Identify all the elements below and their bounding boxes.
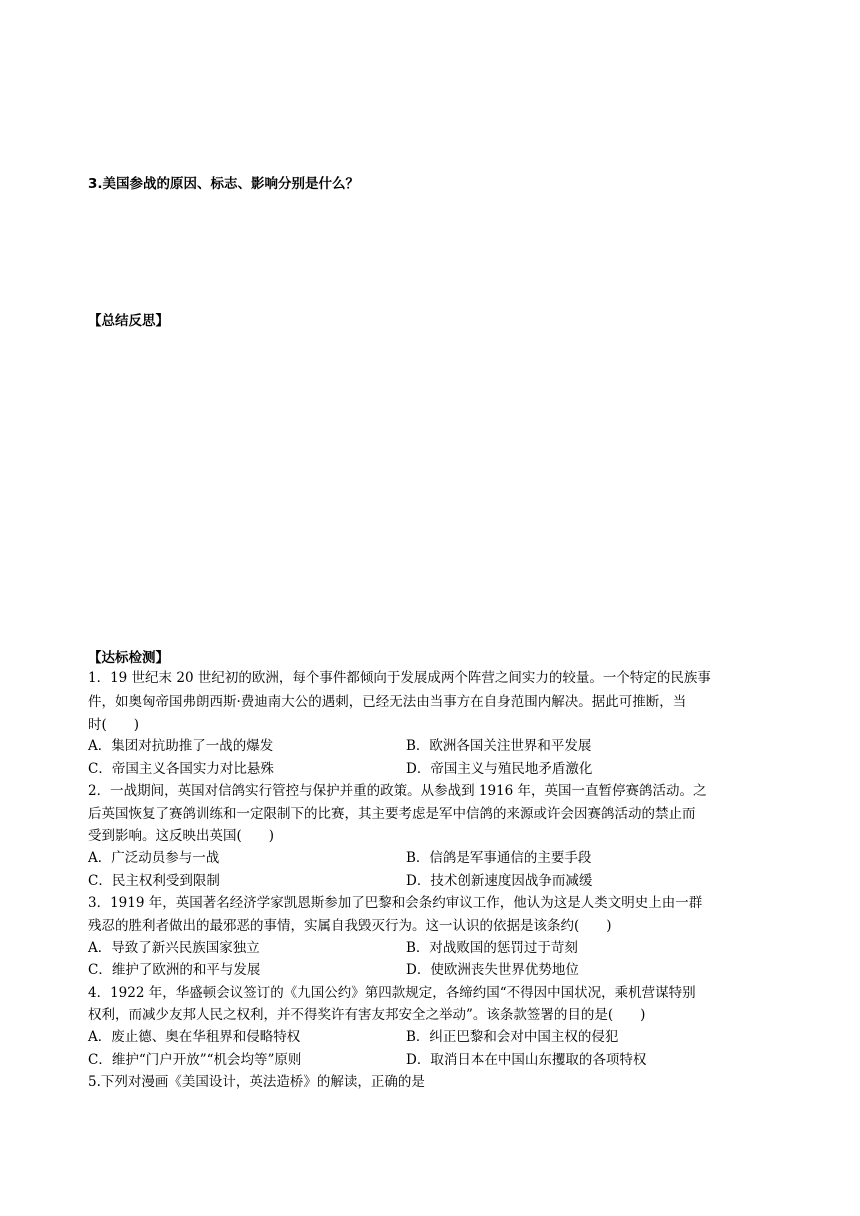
option-c: C．维护“门户开放”“机会均等”原则 [88, 1052, 302, 1068]
question-text-line: 权利，而减少友邦人民之权利，并不得奖许有害友邦安全之举动”。该条款签署的目的是( ) [88, 1007, 646, 1023]
option-a: A．废止德、奥在华租界和侵略特权 [88, 1029, 301, 1045]
test-heading: 【达标检测】 [88, 650, 169, 666]
option-a: A．广泛动员参与一战 [88, 850, 220, 866]
option-b: B．信鸽是军事通信的主要手段 [406, 850, 592, 866]
option-b: B．纠正巴黎和会对中国主权的侵犯 [406, 1029, 619, 1045]
question-text-line: 3．1919 年，英国著名经济学家凯恩斯参加了巴黎和会条约审议工作，他认为这是人类文明史上由一群 [88, 895, 703, 911]
question-text-line: 残忍的胜利者做出的最邪恶的事情，实属自我毁灭行为。这一认识的依据是该条约( ) [88, 918, 612, 934]
option-a: A．集团对抗助推了一战的爆发 [88, 738, 274, 754]
option-a: A．导致了新兴民族国家独立 [88, 940, 260, 956]
option-c: C．帝国主义各国实力对比悬殊 [88, 761, 274, 777]
option-d: D．取消日本在中国山东攫取的各项特权 [406, 1052, 647, 1068]
option-c: C．民主权利受到限制 [88, 873, 220, 889]
option-d: D．帝国主义与殖民地矛盾激化 [406, 761, 593, 777]
question-text-line: 受到影响。这反映出英国( ) [88, 828, 275, 844]
option-c: C．维护了欧洲的和平与发展 [88, 962, 261, 978]
summary-reflection-heading: 【总结反思】 [88, 313, 169, 329]
question-text-line: 2．一战期间，英国对信鸽实行管控与保护并重的政策。从参战到 1916 年，英国一直暂停赛鸽活动。之 [88, 783, 707, 799]
question-text-line: 1．19 世纪末 20 世纪初的欧洲，每个事件都倾向于发展成两个阵营之间实力的较量。一个特定的民族事 [88, 670, 711, 686]
question-text-line: 时( ) [88, 717, 140, 733]
question-text-line: 后英国恢复了赛鸽训练和一定限制下的比赛，其主要考虑是军中信鸽的来源或许会因赛鸽活动的禁止而 [88, 806, 696, 822]
question-3-heading: 3.美国参战的原因、标志、影响分别是什么？ [88, 176, 360, 192]
option-d: D．技术创新速度因战争而减缓 [406, 873, 593, 889]
option-b: B．欧洲各国关注世界和平发展 [406, 738, 592, 754]
question-text-line: 4．1922 年，华盛顿会议签订的《九国公约》第四款规定，各缔约国“不得因中国状况，乘机营谋特别 [88, 985, 696, 1001]
option-b: B．对战败国的惩罚过于苛刻 [406, 940, 578, 956]
option-d: D．使欧洲丧失世界优势地位 [406, 962, 579, 978]
question-text-line: 件，如奥匈帝国弗朗西斯·费迪南大公的遇刺，已经无法由当事方在自身范围内解决。据此可推断，当 [88, 694, 687, 710]
question-5: 5.下列对漫画《美国设计，英法造桥》的解读，正确的是 [88, 1074, 425, 1090]
